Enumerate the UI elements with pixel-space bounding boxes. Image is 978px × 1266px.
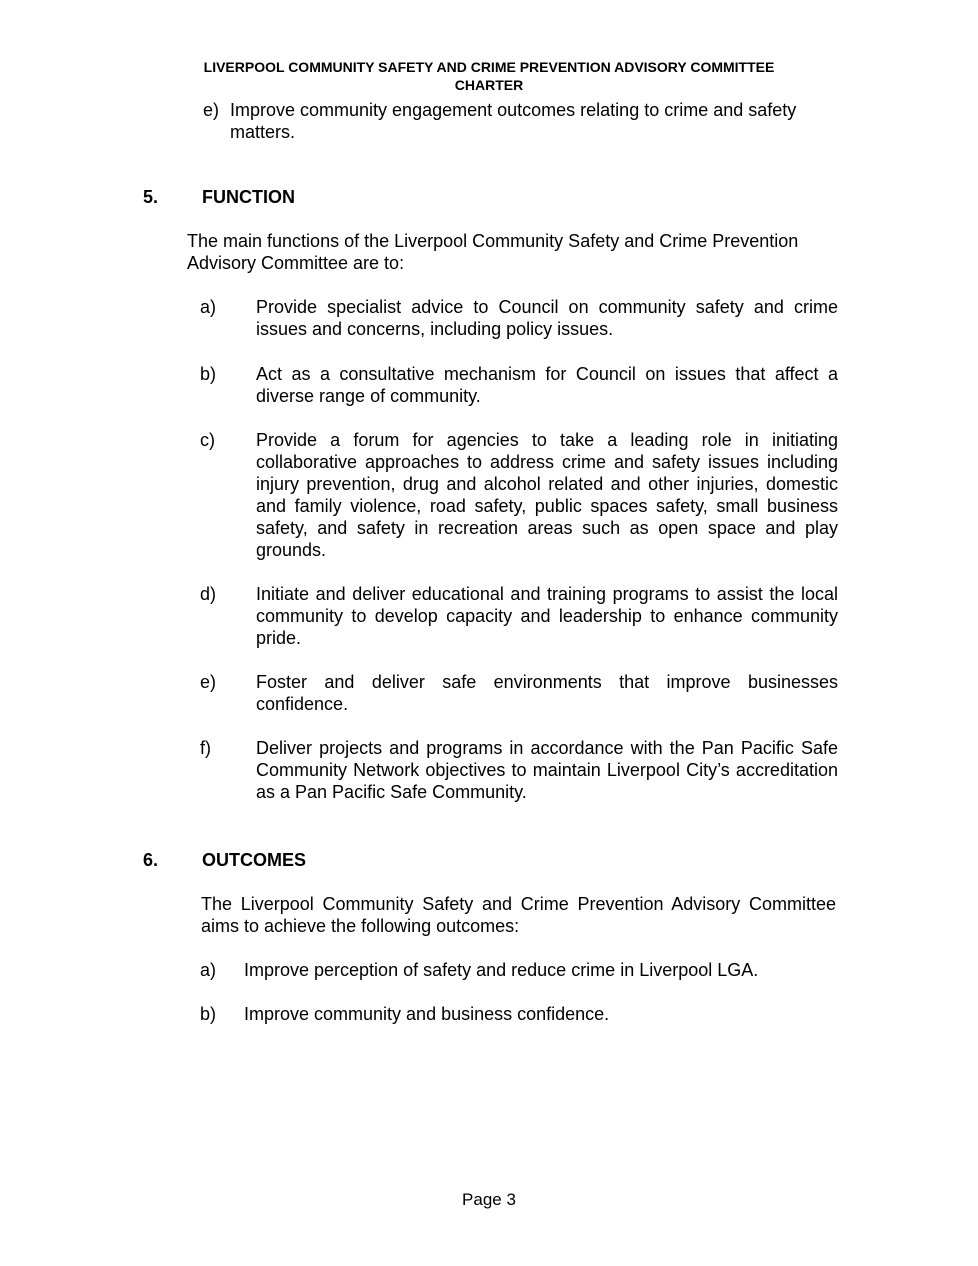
function-item-f-text: Deliver projects and programs in accordance with the Pan Pacific Safe Community Network objectives to maintain Liverpool City’s accreditation as a Pan Pacific Safe Community. [256, 738, 838, 802]
function-item-d-text: Initiate and deliver educational and training programs to assist the local community to develop capacity and leadership to enhance community pride. [256, 584, 838, 648]
outcome-item-a-text: Improve perception of safety and reduce crime in Liverpool LGA. [244, 960, 759, 980]
function-item-d-marker: d) [200, 584, 217, 604]
outcome-item-b-marker: b) [200, 1004, 217, 1024]
function-item-b-text: Act as a consultative mechanism for Council on issues that affect a diverse range of community. [256, 364, 838, 406]
section-6-title: OUTCOMES [202, 850, 307, 870]
document-header-subtitle: CHARTER [454, 77, 524, 93]
section-6-intro: The Liverpool Community Safety and Crime Prevention Advisory Committee aims to achieve the following outcomes: [201, 894, 836, 936]
outcome-item-b-text: Improve community and business confidence. [244, 1004, 610, 1024]
carryover-item-text: Improve community engagement outcomes relating to crime and safety matters. [230, 100, 797, 142]
section-5-title: FUNCTION [202, 187, 295, 207]
function-item-f-marker: f) [200, 738, 211, 758]
function-item-b-marker: b) [200, 364, 217, 384]
function-item-e-marker: e) [200, 672, 217, 692]
function-item-c-marker: c) [200, 430, 215, 450]
outcome-item-a-marker: a) [200, 960, 217, 980]
page-number: Page 3 [462, 1190, 516, 1209]
section-5-intro: The main functions of the Liverpool Community Safety and Crime Prevention Advisory Committee are to: [187, 231, 799, 273]
section-6-number: 6. [143, 850, 159, 870]
function-item-a-marker: a) [200, 297, 217, 317]
section-5-number: 5. [143, 187, 159, 207]
function-item-c-text: Provide a forum for agencies to take a leading role in initiating collaborative approaches to address crime and safety issues including injury prevention, drug and alcohol related and other injuries, domestic and family violence, road safety, public spaces safety, small business safety, and safety in recreation areas such as open space and play grounds. [256, 430, 838, 560]
carryover-item-marker: e) [203, 100, 220, 120]
function-item-a-text: Provide specialist advice to Council on community safety and crime issues and concerns, including policy issues. [256, 297, 838, 339]
function-item-e-text: Foster and deliver safe environments that improve businesses confidence. [256, 672, 838, 714]
document-header-title: LIVERPOOL COMMUNITY SAFETY AND CRIME PREVENTION ADVISORY COMMITTEE [203, 59, 775, 75]
